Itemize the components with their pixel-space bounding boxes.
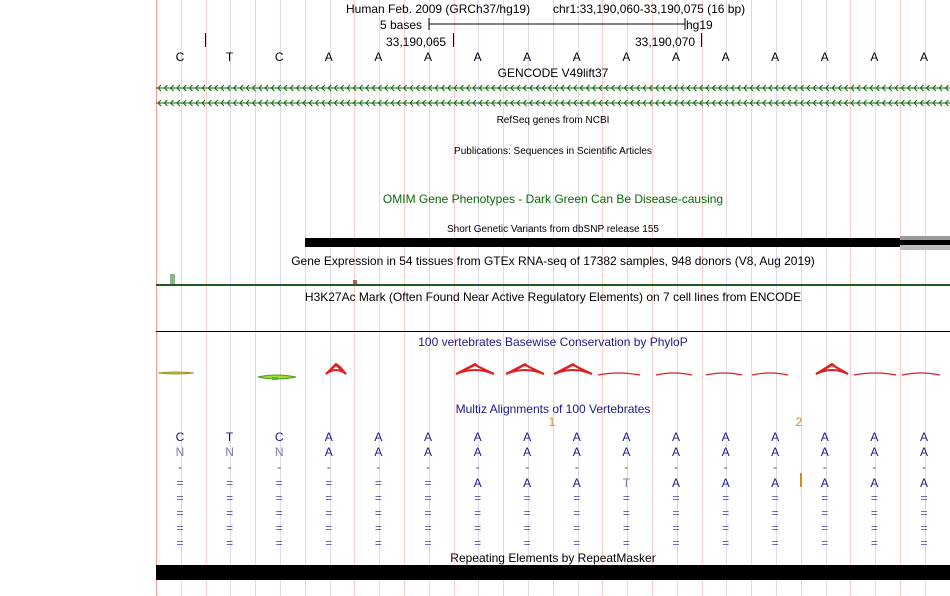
- alignment-base: A: [721, 430, 730, 444]
- alignment-base: =: [374, 521, 382, 536]
- alignment-base: -: [277, 460, 282, 475]
- alignment-base: A: [423, 445, 433, 460]
- position-text: chr1:33,190,060-33,190,075 (16 bp): [553, 2, 746, 16]
- alignment-base: A: [473, 475, 482, 490]
- reference-base: A: [473, 50, 482, 64]
- alignment-base: N: [225, 445, 234, 460]
- alignment-base: A: [374, 430, 383, 444]
- alignment-base: =: [176, 536, 184, 551]
- cons-hump: [706, 373, 742, 375]
- alignment-base: A: [771, 445, 780, 460]
- alignment-base: =: [374, 536, 382, 551]
- alignment-base: =: [920, 521, 928, 536]
- alignment-base: A: [572, 475, 581, 490]
- refseq-title: RefSeq genes from NCBI: [496, 115, 610, 126]
- cons-hump: [656, 373, 692, 375]
- alignment-base: -: [376, 460, 381, 475]
- alignment-base: A: [324, 445, 333, 460]
- alignment-base: A: [919, 430, 929, 444]
- coord-tick: [205, 33, 206, 47]
- insertion-mark: [800, 473, 802, 487]
- conservation-plot[interactable]: [156, 358, 950, 388]
- reference-base: A: [622, 50, 631, 64]
- alignment-base: -: [227, 460, 232, 475]
- alignment-base: =: [870, 521, 878, 536]
- tracks-panel[interactable]: [156, 0, 950, 596]
- reference-base: A: [919, 50, 929, 64]
- alignment-base: =: [523, 536, 531, 551]
- alignment-base: =: [920, 536, 928, 551]
- gencode-genes[interactable]: [156, 83, 950, 109]
- alignment-base: =: [374, 475, 382, 490]
- gencode-title: GENCODE V49lift37: [497, 66, 609, 80]
- dbsnp-variant-bar[interactable]: [305, 238, 950, 247]
- reference-base: A: [324, 50, 333, 64]
- gtex-title: Gene Expression in 54 tissues from GTEx RNA-seq of 17382 samples, 948 donors (V8, Aug 2019): [291, 254, 815, 268]
- alignment-base: N: [274, 445, 284, 460]
- alignment-base: -: [723, 460, 728, 475]
- alignment-base: =: [771, 536, 779, 551]
- alignment-base: A: [523, 445, 532, 460]
- assembly-text: Human Feb. 2009 (GRCh37/hg19): [346, 2, 531, 16]
- publications-title: Publications: Sequences in Scientific Articles: [454, 146, 652, 157]
- alignment-base: A: [671, 475, 681, 490]
- alignment-base: A: [523, 475, 532, 490]
- alignment-base: A: [572, 430, 581, 444]
- reference-base: A: [572, 50, 581, 64]
- alignment-base: =: [374, 506, 382, 520]
- alignment-base: =: [622, 521, 630, 536]
- alignment-base: -: [922, 460, 926, 475]
- coord-right: 33,190,070: [635, 35, 696, 49]
- dbsnp-gray-mark: [900, 236, 950, 240]
- scale-bar: [428, 17, 686, 31]
- alignment-base: =: [226, 506, 234, 520]
- alignment-base: =: [325, 475, 333, 490]
- reference-base: T: [225, 50, 234, 64]
- reference-base: A: [771, 50, 780, 64]
- alignment-base: =: [226, 475, 234, 490]
- alignment-base: =: [672, 490, 680, 505]
- alignment-base: =: [424, 536, 432, 551]
- alignment-base: A: [622, 430, 631, 444]
- alignment-base: A: [771, 475, 780, 490]
- alignment-base: =: [474, 506, 482, 520]
- alignment-base: A: [523, 430, 532, 444]
- alignment-base: =: [870, 536, 878, 551]
- alignment-base: A: [820, 430, 829, 444]
- alignment-base: =: [920, 490, 928, 505]
- alignment-base: A: [423, 430, 433, 444]
- alignment-base: =: [821, 536, 829, 551]
- alignment-base: A: [919, 445, 929, 460]
- alignment-base: =: [722, 490, 730, 505]
- coord-left: 33,190,065: [386, 35, 447, 49]
- cons-title: 100 vertebrates Basewise Conservation by PhyloP: [418, 335, 688, 349]
- cons-glyph-negative: [158, 372, 194, 374]
- alignment-base: =: [176, 475, 184, 490]
- alignment-base: =: [275, 506, 283, 520]
- alignment-base: =: [275, 490, 283, 505]
- cons-hump: [752, 373, 788, 375]
- alignment-base: =: [176, 521, 184, 536]
- gap-mark-1: 1: [548, 415, 556, 429]
- alignment-base: -: [326, 460, 331, 475]
- alignment-base: =: [374, 490, 382, 505]
- alignment-base: -: [525, 460, 530, 475]
- alignment-base: =: [325, 506, 333, 520]
- scale-db: hg19: [686, 18, 713, 32]
- alignment-base: =: [275, 536, 283, 551]
- gtex-bar[interactable]: [170, 274, 175, 284]
- alignment-base: A: [870, 430, 879, 444]
- alignment-base: T: [622, 475, 631, 490]
- alignment-base: =: [573, 506, 581, 520]
- alignment-base: =: [523, 521, 531, 536]
- alignment-base: A: [721, 445, 730, 460]
- alignment-base: -: [674, 460, 678, 475]
- alignment-base: =: [325, 521, 333, 536]
- alignment-base: A: [572, 445, 581, 460]
- alignment-base: =: [226, 536, 234, 551]
- cons-glyph-mark: [272, 377, 278, 380]
- repeatmasker-bar[interactable]: [156, 565, 950, 580]
- alignment-base: =: [523, 490, 531, 505]
- alignment-base: =: [821, 521, 829, 536]
- alignment-base: =: [771, 490, 779, 505]
- dbsnp-gray-mark: [900, 245, 950, 250]
- reference-base: C: [274, 50, 284, 64]
- alignment-base: =: [672, 506, 680, 520]
- dbsnp-title: Short Genetic Variants from dbSNP release 155: [447, 224, 659, 235]
- alignment-base: -: [624, 460, 629, 475]
- alignment-base: =: [424, 521, 432, 536]
- alignment-base: =: [821, 490, 829, 505]
- alignment-base: =: [622, 490, 630, 505]
- alignment-base: A: [820, 445, 829, 460]
- alignment-base: A: [671, 430, 681, 444]
- alignment-base: C: [175, 430, 185, 444]
- gtex-baseline: [156, 284, 950, 286]
- cons-hump: [598, 373, 640, 375]
- alignment-base: =: [176, 490, 184, 505]
- cons-hump: [902, 373, 940, 375]
- alignment-base: =: [870, 506, 878, 520]
- alignment-base: =: [771, 521, 779, 536]
- alignment-base: A: [473, 430, 482, 444]
- alignment-base: =: [672, 521, 680, 536]
- alignment-base: =: [622, 506, 630, 520]
- h3k27ac-title: H3K27Ac Mark (Often Found Near Active Regulatory Elements) on 7 cell lines from ENCODE: [304, 290, 802, 304]
- alignment-base: =: [176, 506, 184, 520]
- alignment-base: -: [475, 460, 480, 475]
- reference-base: A: [721, 50, 730, 64]
- alignment-base: =: [325, 536, 333, 551]
- reference-base: C: [175, 50, 185, 64]
- alignment-base: A: [870, 475, 879, 490]
- alignment-base: =: [920, 506, 928, 520]
- alignment-base: -: [822, 460, 827, 475]
- alignment-base: =: [424, 475, 432, 490]
- coord-tick: [453, 33, 454, 47]
- alignment-base: -: [872, 460, 877, 475]
- coord-tick: [701, 33, 702, 47]
- reference-base: A: [820, 50, 829, 64]
- alignment-base: =: [821, 506, 829, 520]
- alignment-base: =: [722, 506, 730, 520]
- alignment-base: =: [573, 536, 581, 551]
- gap-mark-2: 2: [795, 415, 803, 429]
- alignment-base: =: [275, 521, 283, 536]
- track-labels-column: [0, 0, 155, 596]
- alignment-base: =: [275, 475, 283, 490]
- cons-hump: [854, 373, 896, 375]
- alignment-base: A: [473, 445, 482, 460]
- omim-title: OMIM Gene Phenotypes - Dark Green Can Be Disease-causing: [382, 192, 724, 206]
- multiz-title: Multiz Alignments of 100 Vertebrates: [455, 402, 651, 416]
- alignment-base: =: [722, 536, 730, 551]
- alignment-base: =: [870, 490, 878, 505]
- alignment-base: A: [919, 475, 929, 490]
- reference-base: A: [671, 50, 681, 64]
- alignment-base: =: [672, 536, 680, 551]
- reference-base: A: [423, 50, 433, 64]
- alignment-base: =: [424, 490, 432, 505]
- alignment-base: =: [573, 490, 581, 505]
- alignment-base: =: [474, 490, 482, 505]
- repeat-title: Repeating Elements by RepeatMasker: [450, 551, 656, 565]
- alignment-base: A: [671, 445, 681, 460]
- h3k27ac-baseline: [156, 331, 950, 332]
- alignment-base: =: [325, 490, 333, 505]
- alignment-base: A: [622, 445, 631, 460]
- alignment-base: =: [523, 506, 531, 520]
- alignment-base: =: [771, 506, 779, 520]
- alignment-base: =: [424, 506, 432, 520]
- reference-base: A: [374, 50, 383, 64]
- alignment-base: -: [178, 460, 182, 475]
- alignment-base: A: [820, 475, 829, 490]
- alignment-base: =: [474, 536, 482, 551]
- alignment-base: =: [226, 490, 234, 505]
- alignment-base: N: [175, 445, 185, 460]
- scale-text: 5 bases: [380, 18, 423, 32]
- alignment-base: C: [274, 430, 284, 444]
- alignment-base: =: [474, 521, 482, 536]
- alignment-base: A: [324, 430, 333, 444]
- alignment-base: A: [374, 445, 383, 460]
- alignment-base: =: [573, 521, 581, 536]
- alignment-base: A: [771, 430, 780, 444]
- alignment-base: T: [225, 430, 234, 444]
- alignment-base: -: [426, 460, 430, 475]
- alignment-base: -: [574, 460, 579, 475]
- alignment-base: -: [773, 460, 778, 475]
- alignment-base: =: [226, 521, 234, 536]
- alignment-base: =: [622, 536, 630, 551]
- reference-base: A: [523, 50, 532, 64]
- alignment-base: =: [722, 521, 730, 536]
- reference-base: A: [870, 50, 879, 64]
- alignment-base: A: [870, 445, 879, 460]
- alignment-base: A: [721, 475, 730, 490]
